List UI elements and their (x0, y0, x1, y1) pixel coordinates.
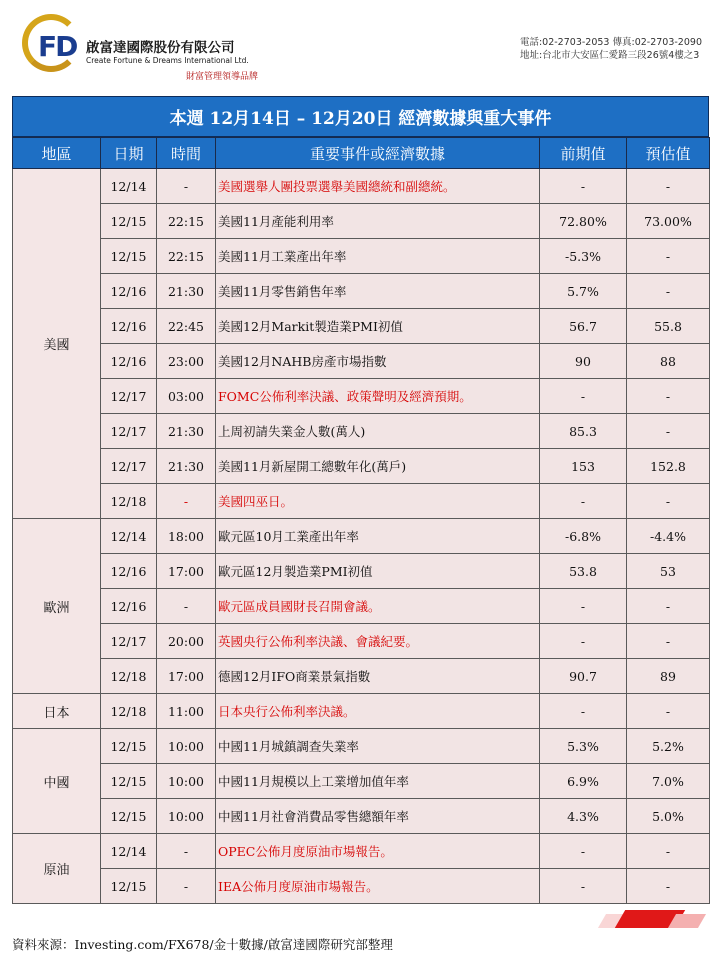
time-cell: 03:00 (157, 379, 216, 414)
event-cell: 美國11月產能利用率 (216, 204, 540, 239)
forecast-value-cell: 152.8 (627, 449, 710, 484)
previous-value-cell: - (540, 834, 627, 869)
date-cell: 12/14 (101, 519, 157, 554)
time-cell: 22:45 (157, 309, 216, 344)
forecast-value-cell: 73.00% (627, 204, 710, 239)
table-row (13, 799, 710, 834)
forecast-value-cell: - (627, 694, 710, 729)
time-cell: 18:00 (157, 519, 216, 554)
event-cell: 中國11月規模以上工業增加值年率 (216, 764, 540, 799)
forecast-value-cell: 5.2% (627, 729, 710, 764)
table-row (13, 239, 710, 274)
time-cell: 21:30 (157, 414, 216, 449)
time-cell: 20:00 (157, 624, 216, 659)
time-cell: 10:00 (157, 799, 216, 834)
contact-info (520, 36, 702, 62)
event-cell: 上周初請失業金人數(萬人) (216, 414, 540, 449)
time-cell: 22:15 (157, 204, 216, 239)
column-header-previous: 前期值 (540, 138, 627, 169)
region-cell: 日本 (13, 694, 101, 729)
forecast-value-cell: -4.4% (627, 519, 710, 554)
event-cell: 美國12月Markit製造業PMI初值 (216, 309, 540, 344)
date-cell: 12/18 (101, 484, 157, 519)
time-cell: - (157, 169, 216, 204)
previous-value-cell: 72.80% (540, 204, 627, 239)
event-cell: 英國央行公佈利率決議、會議紀要。 (216, 624, 540, 659)
company-name-cn: 啟富達國際股份有限公司 (86, 40, 235, 56)
company-slogan: 財富管理領導品牌 (186, 72, 259, 82)
table-row (13, 344, 710, 379)
time-cell: 22:15 (157, 239, 216, 274)
date-cell: 12/14 (101, 169, 157, 204)
column-header-event: 重要事件或經濟數據 (216, 138, 540, 169)
previous-value-cell: 5.7% (540, 274, 627, 309)
table-row (13, 204, 710, 239)
forecast-value-cell: 55.8 (627, 309, 710, 344)
time-cell: 17:00 (157, 554, 216, 589)
time-cell: 10:00 (157, 729, 216, 764)
date-cell: 12/16 (101, 589, 157, 624)
date-cell: 12/18 (101, 694, 157, 729)
previous-value-cell: 6.9% (540, 764, 627, 799)
forecast-value-cell: 7.0% (627, 764, 710, 799)
logo-mark: FD (38, 30, 77, 63)
table-row (13, 659, 710, 694)
forecast-value-cell: 89 (627, 659, 710, 694)
date-cell: 12/16 (101, 309, 157, 344)
previous-value-cell: -5.3% (540, 239, 627, 274)
table-row (13, 484, 710, 519)
forecast-value-cell: - (627, 169, 710, 204)
time-cell: 17:00 (157, 659, 216, 694)
contact-phone-fax: 電話:02-2703-2053 傳真:02-2703-2090 (519, 37, 702, 48)
previous-value-cell: 153 (540, 449, 627, 484)
column-header-region: 地區 (13, 138, 101, 169)
date-cell: 12/14 (101, 834, 157, 869)
table-row (13, 309, 710, 344)
event-cell: FOMC公佈利率決議、政策聲明及經濟預期。 (216, 379, 540, 414)
event-cell: 美國四巫日。 (216, 484, 540, 519)
previous-value-cell: 90 (540, 344, 627, 379)
previous-value-cell: 53.8 (540, 554, 627, 589)
table-row (13, 834, 710, 869)
forecast-value-cell: 5.0% (627, 799, 710, 834)
forecast-value-cell: - (627, 274, 710, 309)
table-body (13, 169, 710, 904)
previous-value-cell: -6.8% (540, 519, 627, 554)
event-cell: 中國11月社會消費品零售總額年率 (216, 799, 540, 834)
source-note: 資料來源：Investing.com/FX678/金十數據/啟富達國際研究部整理 (12, 937, 393, 952)
forecast-value-cell: - (627, 414, 710, 449)
previous-value-cell: 85.3 (540, 414, 627, 449)
event-cell: 中國11月城鎮調查失業率 (216, 729, 540, 764)
previous-value-cell: - (540, 379, 627, 414)
event-cell: 德國12月IFO商業景氣指數 (216, 659, 540, 694)
previous-value-cell: 90.7 (540, 659, 627, 694)
decorative-stripes (602, 908, 708, 932)
date-cell: 12/16 (101, 274, 157, 309)
date-cell: 12/17 (101, 624, 157, 659)
previous-value-cell: 56.7 (540, 309, 627, 344)
table-title: 本週 12月14日 – 12月20日 經濟數據與重大事件 (12, 96, 709, 137)
table-row (13, 274, 710, 309)
date-cell: 12/15 (101, 239, 157, 274)
table-row (13, 449, 710, 484)
previous-value-cell: - (540, 869, 627, 904)
event-cell: 美國11月工業產出年率 (216, 239, 540, 274)
forecast-value-cell: - (627, 624, 710, 659)
forecast-value-cell: - (627, 869, 710, 904)
event-cell: IEA公佈月度原油市場報告。 (216, 869, 540, 904)
region-cell: 原油 (13, 834, 101, 904)
contact-address: 地址:台北市大安區仁愛路三段26號4樓之3 (519, 50, 700, 61)
table-row (13, 764, 710, 799)
table-row (13, 169, 710, 204)
table-row (13, 869, 710, 904)
event-cell: 歐元區12月製造業PMI初值 (216, 554, 540, 589)
time-cell: - (157, 589, 216, 624)
date-cell: 12/15 (101, 799, 157, 834)
event-cell: 美國選舉人團投票選舉美國總統和副總統。 (216, 169, 540, 204)
table-row (13, 729, 710, 764)
previous-value-cell: - (540, 169, 627, 204)
table-row (13, 519, 710, 554)
region-cell: 歐洲 (13, 519, 101, 694)
previous-value-cell: 4.3% (540, 799, 627, 834)
table-header-row (13, 138, 710, 169)
previous-value-cell: 5.3% (540, 729, 627, 764)
previous-value-cell: - (540, 624, 627, 659)
event-cell: 美國11月新屋開工總數年化(萬戶) (216, 449, 540, 484)
forecast-value-cell: - (627, 379, 710, 414)
region-cell: 中國 (13, 729, 101, 834)
forecast-value-cell: - (627, 484, 710, 519)
column-header-date: 日期 (101, 138, 157, 169)
forecast-value-cell: - (627, 589, 710, 624)
forecast-value-cell: - (627, 834, 710, 869)
previous-value-cell: - (540, 694, 627, 729)
event-cell: 歐元區成員國財長召開會議。 (216, 589, 540, 624)
date-cell: 12/15 (101, 869, 157, 904)
table-row (13, 624, 710, 659)
previous-value-cell: - (540, 589, 627, 624)
date-cell: 12/16 (101, 344, 157, 379)
table-row (13, 589, 710, 624)
column-header-time: 時間 (157, 138, 216, 169)
event-cell: 美國11月零售銷售年率 (216, 274, 540, 309)
forecast-value-cell: 53 (627, 554, 710, 589)
table-row (13, 694, 710, 729)
time-cell: - (157, 869, 216, 904)
events-table (12, 137, 710, 904)
time-cell: 21:30 (157, 449, 216, 484)
forecast-value-cell: - (627, 239, 710, 274)
date-cell: 12/15 (101, 729, 157, 764)
time-cell: - (157, 484, 216, 519)
date-cell: 12/15 (101, 764, 157, 799)
event-cell: 日本央行公佈利率決議。 (216, 694, 540, 729)
column-header-forecast: 預估值 (627, 138, 710, 169)
time-cell: 11:00 (157, 694, 216, 729)
time-cell: 21:30 (157, 274, 216, 309)
time-cell: 23:00 (157, 344, 216, 379)
region-cell: 美國 (13, 169, 101, 519)
company-logo (12, 10, 302, 86)
date-cell: 12/15 (101, 204, 157, 239)
table-row (13, 379, 710, 414)
table-row (13, 414, 710, 449)
date-cell: 12/17 (101, 449, 157, 484)
event-cell: OPEC公佈月度原油市場報告。 (216, 834, 540, 869)
time-cell: - (157, 834, 216, 869)
company-name-en: Create Fortune & Dreams International Ltd. (86, 56, 249, 65)
previous-value-cell: - (540, 484, 627, 519)
event-cell: 歐元區10月工業產出年率 (216, 519, 540, 554)
date-cell: 12/16 (101, 554, 157, 589)
date-cell: 12/17 (101, 379, 157, 414)
event-cell: 美國12月NAHB房產市場指數 (216, 344, 540, 379)
forecast-value-cell: 88 (627, 344, 710, 379)
date-cell: 12/17 (101, 414, 157, 449)
date-cell: 12/18 (101, 659, 157, 694)
time-cell: 10:00 (157, 764, 216, 799)
table-row (13, 554, 710, 589)
